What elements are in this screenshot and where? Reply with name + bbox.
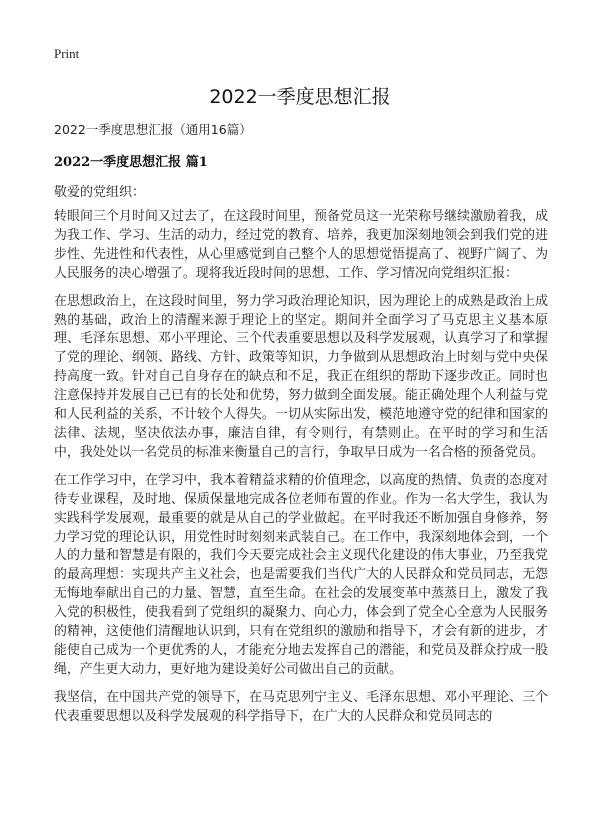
page-title: 2022一季度思想汇报 — [209, 86, 391, 108]
paragraph: 转眼间三个月时间又过去了，在这段时间里，预备党员这一光荣称号继续激励着我，成为我工作、学习、生活的动力，经过党的教育、培养，我更加深刻地领会到我们党的进步性、先进性和代表性，从心里感觉到自己整个人的思想觉悟提高了、视野广阔了、为人民服务的决心增强了。现将我近段时间的思想、工作、学习情况向党组织汇报： — [54, 209, 548, 281]
section-heading: 2022一季度思想汇报 篇1 — [54, 155, 208, 170]
salutation: 敬爱的党组织： — [54, 185, 146, 200]
document-body — [54, 208, 548, 736]
paragraph: 我坚信，在中国共产党的领导下，在马克思列宁主义、毛泽东思想、邓小平理论、三个代表重要思想以及科学发展观的科学指导下，在广大的人民群众和党员同志的 — [54, 689, 548, 724]
paragraph: 在工作学习中，在学习中，我本着精益求精的价值理念，以高度的热情、负责的态度对待专业课程，及时地、保质保量地完成各位老师布置的作业。作为一名大学生，我认为实践科学发展观，最重要的就是从自己的学业做起。在平时我还不断加强自身修养，努力学习党的理论认识，用党性时时刻刻来武装自己。在工作中，我深刻地体会到，一个人的力量和智慧是有限的，我们今天要完成社会主义现代化建设的伟大事业，乃至我党的最高理想：实现共产主义社会，也是需要我们当代广大的人民群众和党员同志，无怨无悔地奉献出自己的力量、智慧，直至生命。在社会的发展变革中蒸蒸日上，激发了我入党的积极性，使我看到了党组织的凝聚力、向心力，体会到了党全心全意为人民服务的精神，这使他们清醒地认识到，只有在党组织的激励和指导下，才会有新的进步，才能使自己成为一个更优秀的人，才能充分地去发挥自己的潜能，和党员及群众拧成一股绳，产生更大动力，更好地为建设美好公司做出自己的贡献。 — [54, 472, 548, 677]
document-subtitle: 2022一季度思想汇报（通用16篇） — [54, 122, 252, 137]
print-link[interactable]: Print — [54, 46, 80, 61]
paragraph: 在思想政治上，在这段时间里，努力学习政治理论知识，因为理论上的成熟是政治上成熟的基础，政治上的清醒来源于理论上的坚定。期间并全面学习了马克思主义基本原理、毛泽东思想、邓小平理论、三个代表重要思想以及科学发展观，认真学习了和掌握了党的理论、纲领、路线、方针、政策等知识，力争做到从思想政治上时刻与党中央保持高度一致。针对自己自身存在的缺点和不足，我正在组织的帮助下逐步改正。同时也注意保持并发展自己已有的长处和优势，努力做到全面发展。能正确处理个人利益与党和人民利益的关系，不计较个人得失。一切从实际出发，模范地遵守党的纪律和国家的法律、法规，坚决依法办事，廉洁自律，有令则行，有禁则止。在平时的学习和生活中，我处处以一名党员的标准来衡量自己的言行，争取早日成为一名合格的预备党员。 — [54, 293, 548, 460]
